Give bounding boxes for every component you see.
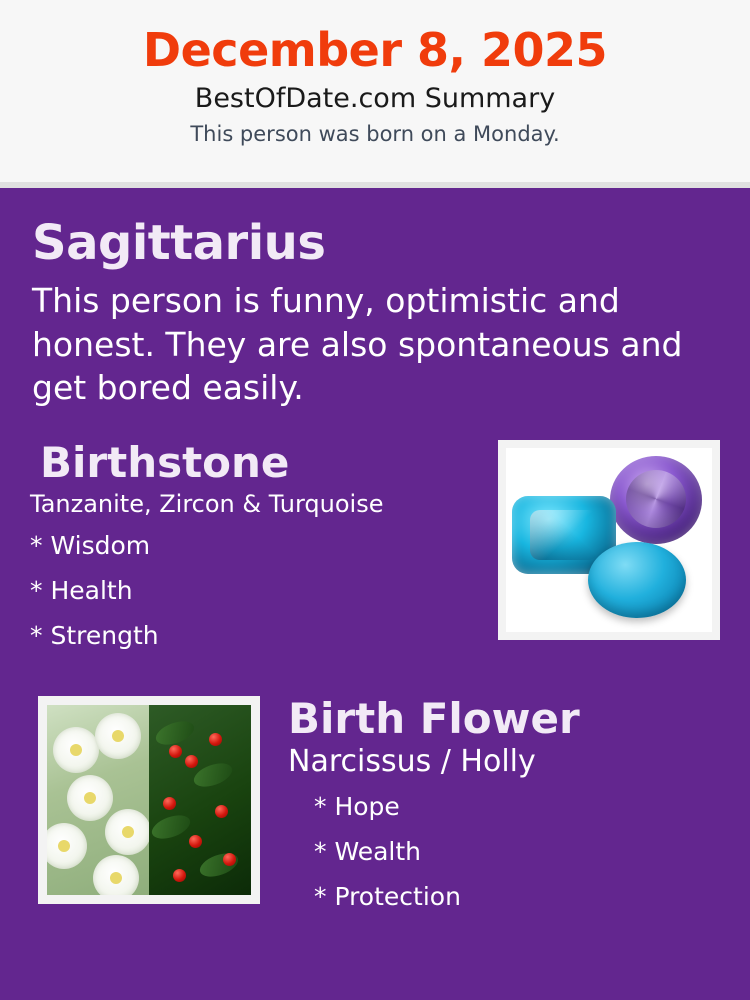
holly-berry-icon — [209, 733, 222, 746]
narcissus-bloom-icon — [95, 713, 141, 759]
birthstone-text-block — [30, 437, 470, 650]
list-item: * Health — [30, 575, 133, 605]
holly-berry-icon — [223, 853, 236, 866]
birthstone-photo — [506, 448, 712, 632]
narcissus-bloom-icon — [47, 823, 87, 869]
page-title: December 8, 2025 — [142, 23, 608, 77]
birth-flower-image-frame — [38, 696, 260, 904]
birthstone-names: Tanzanite, Zircon & Turquoise — [30, 490, 384, 519]
holly-berry-icon — [163, 797, 176, 810]
list-item: * Strength — [30, 620, 159, 650]
list-item: * Wisdom — [30, 530, 151, 560]
birth-flower-text-block — [280, 693, 720, 912]
details-panel — [0, 188, 750, 1000]
narcissus-bloom-icon — [93, 855, 139, 895]
holly-leaf-icon — [197, 849, 241, 881]
birth-flower-names: Narcissus / Holly — [288, 744, 536, 780]
narcissus-bloom-icon — [105, 809, 149, 855]
zircon-gem-icon — [610, 456, 702, 544]
birthstone-title: Birthstone — [40, 437, 290, 487]
birthstone-traits-list — [30, 530, 470, 650]
turquoise-gem-icon — [588, 542, 686, 618]
holly-leaf-icon — [149, 811, 193, 843]
narcissus-photo-half — [47, 705, 149, 895]
site-summary-label: BestOfDate.com Summary — [194, 83, 556, 115]
birth-flower-photo — [47, 705, 251, 895]
zodiac-sign-title: Sagittarius — [32, 215, 326, 271]
holly-berry-icon — [173, 869, 186, 882]
holly-berry-icon — [169, 745, 182, 758]
narcissus-bloom-icon — [53, 727, 99, 773]
holly-photo-half — [149, 705, 251, 895]
birth-flower-title: Birth Flower — [288, 693, 580, 743]
holly-berry-icon — [189, 835, 202, 848]
birth-flower-traits-list — [314, 792, 720, 912]
birth-day-note: This person was born on a Monday. — [190, 121, 560, 146]
header — [0, 0, 750, 182]
birthstone-image-frame — [498, 440, 720, 640]
birthstone-section — [30, 437, 720, 670]
holly-berry-icon — [185, 755, 198, 768]
list-item: * Wealth — [314, 837, 421, 867]
list-item: * Protection — [314, 882, 461, 912]
zodiac-description: This person is funny, optimistic and honest. They are also spontaneous and get bored easily. — [32, 281, 683, 408]
narcissus-bloom-icon — [67, 775, 113, 821]
holly-berry-icon — [215, 805, 228, 818]
list-item: * Hope — [314, 792, 400, 822]
birth-flower-section — [30, 693, 720, 936]
